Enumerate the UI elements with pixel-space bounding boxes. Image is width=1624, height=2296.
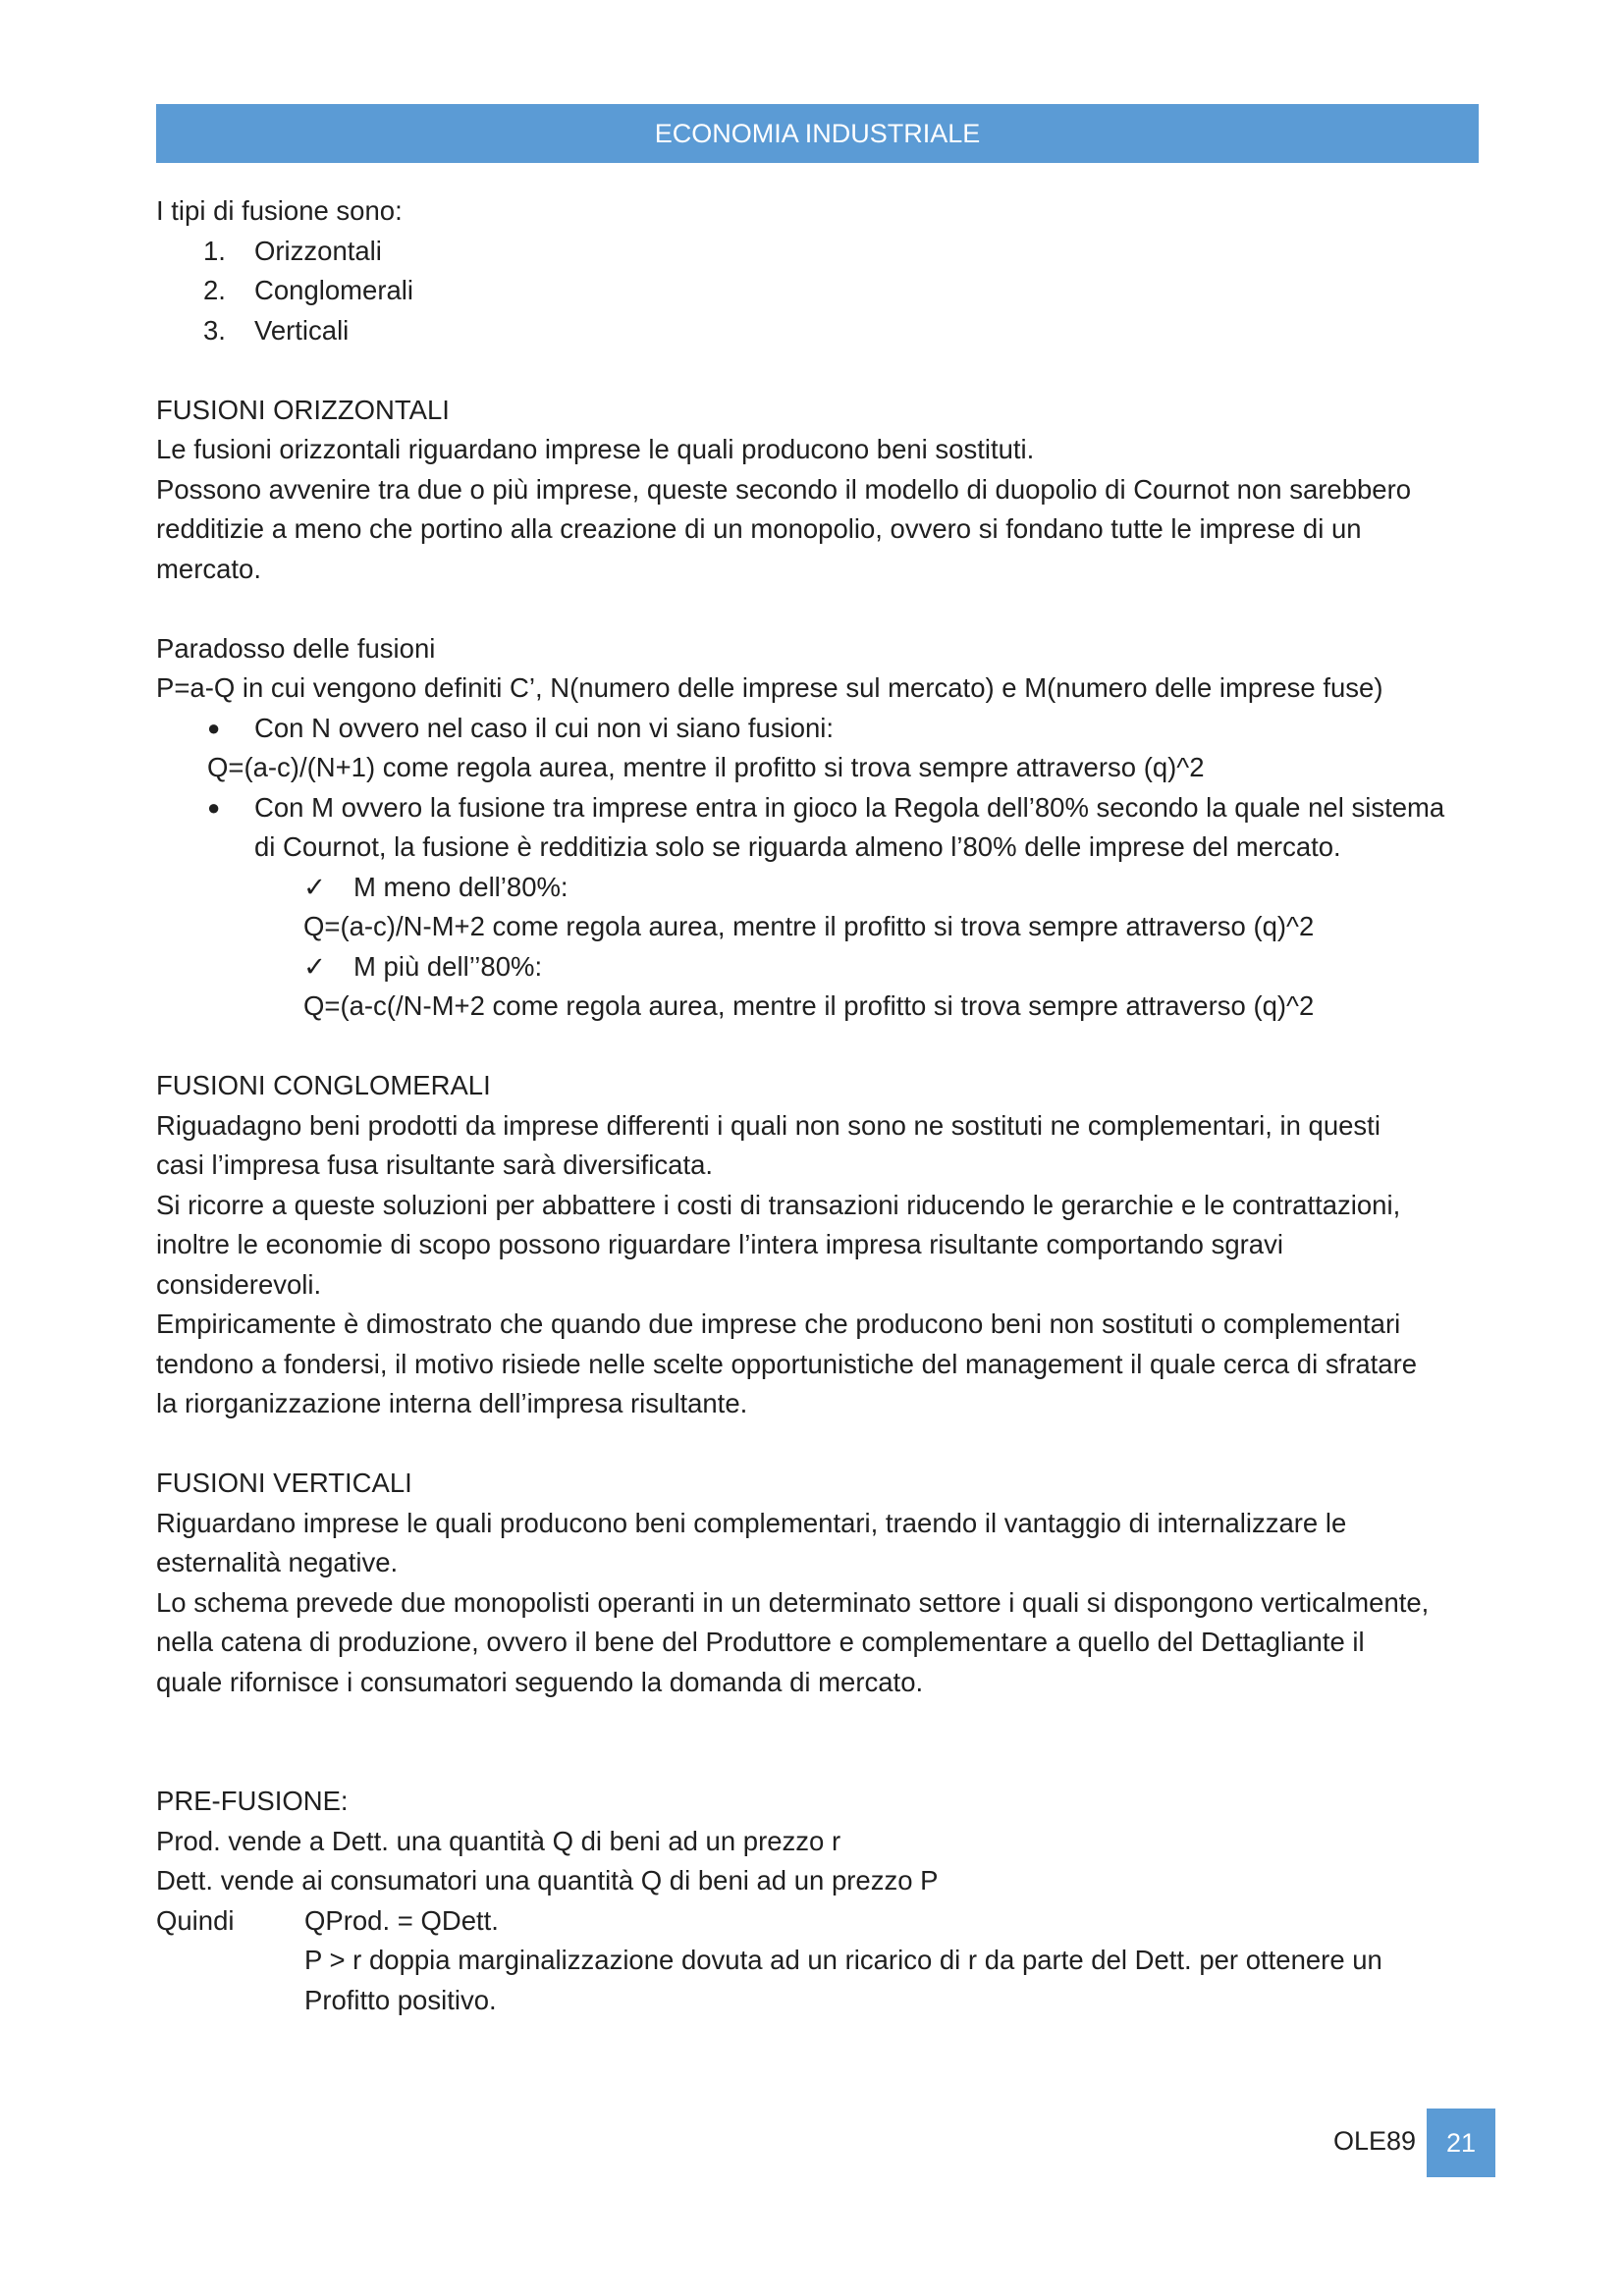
paragraph-line: redditizie a meno che portino alla creazione di un monopolio, ovvero si fondano tutte le imprese di un xyxy=(156,513,1362,544)
formula-line: Q=(a-c)/(N+1) come regola aurea, mentre il profitto si trova sempre attraverso (q)^2 xyxy=(207,752,1205,782)
paragraph-line: Riguadagno beni prodotti da imprese differenti i quali non sono ne sostituti ne complementari, in questi xyxy=(156,1109,1380,1141)
bullet-icon: ● xyxy=(207,794,221,820)
paragraph-line: Profitto positivo. xyxy=(304,1984,497,2015)
formula-line: Q=(a-c(/N-M+2 come regola aurea, mentre il profitto si trova sempre attraverso (q)^2 xyxy=(303,990,1315,1021)
intro-text: I tipi di fusione sono: xyxy=(156,195,403,226)
paragraph-line: Si ricorre a queste soluzioni per abbattere i costi di transazioni riducendo le gerarchie e le contrattazioni, xyxy=(156,1189,1401,1220)
section-heading: FUSIONI ORIZZONTALI xyxy=(156,394,450,425)
section-heading: FUSIONI VERTICALI xyxy=(156,1468,412,1498)
checkmark-icon: ✓ xyxy=(303,950,327,982)
page-header xyxy=(156,104,1479,163)
paragraph-line: P=a-Q in cui vengono definiti C’, N(numero delle imprese sul mercato) e M(numero delle imprese fuse) xyxy=(156,672,1383,703)
bullet-icon: ● xyxy=(207,715,221,740)
paragraph-line: P > r doppia marginalizzazione dovuta ad un ricarico di r da parte del Dett. per ottenere un xyxy=(304,1945,1382,1975)
paragraph-line: Riguardano imprese le quali producono beni complementari, traendo il vantaggio di internalizzare le xyxy=(156,1507,1347,1538)
paragraph-line: Prod. vende a Dett. una quantità Q di beni ad un prezzo r xyxy=(156,1825,841,1856)
bullet-item: ● Con N ovvero nel caso il cui non vi siano fusioni: xyxy=(156,709,1491,749)
section-heading: FUSIONI CONGLOMERALI xyxy=(156,1070,491,1100)
paragraph-line: Dett. vende ai consumatori una quantità Q di beni ad un prezzo P xyxy=(156,1865,939,1896)
paragraph-line: inoltre le economie di scopo possono riguardare l’intera impresa risultante comportando sgravi xyxy=(156,1229,1283,1259)
paragraph-line: nella catena di produzione, ovvero il bene del Produttore e complementare a quello del Dettagliante il xyxy=(156,1627,1365,1657)
document-body xyxy=(156,191,1491,2020)
checkmark-icon: ✓ xyxy=(303,871,327,902)
paragraph-line: tendono a fondersi, il motivo risiede nelle scelte opportunistiche del management il quale cerca di sfratare xyxy=(156,1348,1418,1379)
check-item: ✓ M più dell’’80%: xyxy=(156,947,1491,988)
section-heading: PRE-FUSIONE: xyxy=(156,1786,349,1816)
paragraph-line: Empiricamente è dimostrato che quando due imprese che producono beni non sostituti o complementari xyxy=(156,1308,1401,1339)
paragraph-line: quale rifornisce i consumatori seguendo la domanda di mercato. xyxy=(156,1666,924,1697)
bullet-item: ● Con M ovvero la fusione tra imprese entra in gioco la Regola dell’80% secondo la quale nel sistema xyxy=(156,788,1491,828)
check-item: ✓ M meno dell’80%: xyxy=(156,868,1491,908)
paragraph-line: di Cournot, la fusione è redditizia solo se riguarda almeno l’80% delle imprese del mercato. xyxy=(254,831,1341,862)
header-title: ECONOMIA INDUSTRIALE xyxy=(654,118,981,148)
paragraph-line: casi l’impresa fusa risultante sarà diversificata. xyxy=(156,1149,714,1180)
quindi-row: Quindi QProd. = QDett. xyxy=(156,1901,1491,1942)
paragraph-line: la riorganizzazione interna dell’impresa risultante. xyxy=(156,1388,748,1418)
subsection-heading: Paradosso delle fusioni xyxy=(156,632,436,664)
paragraph-line: esternalità negative. xyxy=(156,1547,399,1577)
paragraph-line: mercato. xyxy=(156,553,261,584)
paragraph-line: Lo schema prevede due monopolisti operanti in un determinato settore i quali si dispongono verticalmente, xyxy=(156,1586,1430,1618)
list-item: 3. Verticali xyxy=(203,314,350,346)
quindi-label: Quindi xyxy=(156,1904,235,1936)
list-item: 1. Orizzontali xyxy=(203,235,382,266)
list-item: 2. Conglomerali xyxy=(203,275,414,305)
paragraph-line: considerevoli. xyxy=(156,1268,322,1300)
paragraph-line: Le fusioni orizzontali riguardano imprese le quali producono beni sostituti. xyxy=(156,434,1035,464)
formula-line: Q=(a-c)/N-M+2 come regola aurea, mentre il profitto si trova sempre attraverso (q)^2 xyxy=(303,911,1315,941)
page-number: 21 xyxy=(1427,2109,1495,2177)
footer-author: OLE89 xyxy=(1333,2126,1417,2156)
paragraph-line: Possono avvenire tra due o più imprese, queste secondo il modello di duopolio di Cournot non sarebbero xyxy=(156,473,1412,505)
